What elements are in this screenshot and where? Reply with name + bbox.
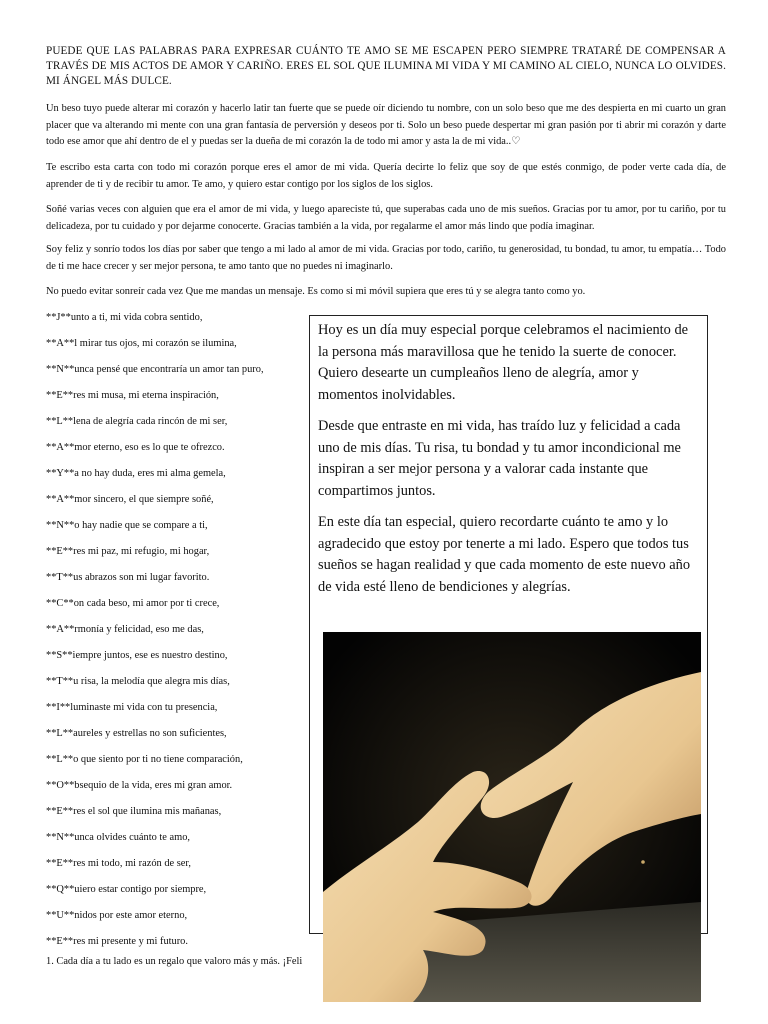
poem-line: **A**rmonía y felicidad, eso me das, <box>46 624 204 635</box>
poem-line: **E**res mi paz, mi refugio, mi hogar, <box>46 546 210 557</box>
poem-line: **L**lena de alegría cada rincón de mi ser, <box>46 416 228 427</box>
poem-line: **C**on cada beso, mi amor por ti crece, <box>46 598 220 609</box>
poem-line: **N**unca olvides cuánto te amo, <box>46 832 190 843</box>
poem-line: **L**aureles y estrellas no son suficientes, <box>46 728 227 739</box>
poem-line: **T**us abrazos son mi lugar favorito. <box>46 572 210 583</box>
heart-hands-photo <box>323 632 701 1002</box>
poem-line: **A**mor sincero, el que siempre soñé, <box>46 494 214 505</box>
poem-line: **N**o hay nadie que se compare a ti, <box>46 520 208 531</box>
poem-line: **E**res el sol que ilumina mis mañanas, <box>46 806 222 817</box>
paragraph-dream: Soñé varias veces con alguien que era el amor de mi vida, y luego apareciste tú, que superabas cada uno de mis sueños. Gracias por tu amor, por tu cariño, por tu delicadeza, por tu cuidado y por dejarme conocerte. Gracias también a la vida, por regalarme el amor más lindo que podía imaginar. <box>46 204 726 232</box>
poem-line: **S**iempre juntos, ese es nuestro destino, <box>46 650 228 661</box>
poem-line: **Y**a no hay duda, eres mi alma gemela, <box>46 468 226 479</box>
card-paragraph: Desde que entraste en mi vida, has traído luz y felicidad a cada uno de mis días. Tu risa, tu bondad y tu amor incondicional me inspiran a ser mejor persona y a valorar cada instante que compartimos juntos. <box>318 418 681 499</box>
poem-line: **A**mor eterno, eso es lo que te ofrezco. <box>46 442 225 453</box>
paragraph-happy: Soy feliz y sonrío todos los días por saber que tengo a mi lado al amor de mi vida. Gracias por todo, cariño, tu generosidad, tu bondad, tu amor, tu empatía… Todo de ti me hace crecer y ser mejor persona, te amo tanto que no puedes ni imaginarlo. <box>46 244 726 272</box>
poem-line: **A**l mirar tus ojos, mi corazón se ilumina, <box>46 338 237 349</box>
paragraph-kiss: Un beso tuyo puede alterar mi corazón y hacerlo latir tan fuerte que se puede oír diciendo tu nombre, con un solo beso que me des despierta en mi cuarto un gran placer que va alterando mi mente con una gran fantasía de perversión y deseos por ti. Solo un beso puede despertar mi gran pasión por ti abrir mi corazón y darte todo ese amor que ahí dentro de el y puedas ser la dueña de mi corazón la de todo mi amor y asta la de mi vida..♡ <box>46 103 726 147</box>
poem-line: **T**u risa, la melodía que alegra mis días, <box>46 676 230 687</box>
poem-line: **J**unto a ti, mi vida cobra sentido, <box>46 312 203 323</box>
acrostic-poem <box>46 310 306 960</box>
heart-hands-illustration <box>323 632 701 1002</box>
card-paragraph: En este día tan especial, quiero recordarte cuánto te amo y lo agradecido que estoy por tenerte a mi lado. Espero que todos tus sueños se hagan realidad y que cada momento de este nuevo año de vida esté lleno de bendiciones y alegrías. <box>318 514 691 595</box>
poem-line: **Q**uiero estar contigo por siempre, <box>46 884 207 895</box>
poem-line: **L**o que siento por ti no tiene comparación, <box>46 754 243 765</box>
poem-line: **E**res mi presente y mi futuro. <box>46 936 188 947</box>
poem-line: **N**unca pensé que encontraría un amor tan puro, <box>46 364 264 375</box>
poem-line: **O**bsequio de la vida, eres mi gran amor. <box>46 780 233 791</box>
poem-line: **I**luminaste mi vida con tu presencia, <box>46 702 218 713</box>
paragraph-letter: Te escribo esta carta con todo mi corazón porque eres el amor de mi vida. Quería decirte lo feliz que soy de que estés conmigo, de poder verte cada día, de aprender de ti y de recibir tu amor. Te amo, y quiero estar contigo por los siglos de los siglos. <box>46 162 726 190</box>
heading-paragraph: PUEDE QUE LAS PALABRAS PARA EXPRESAR CUÁNTO TE AMO SE ME ESCAPEN PERO SIEMPRE TRATARÉ DE COMPENSAR A TRAVÉS DE MIS ACTOS DE AMOR Y CARIÑO. ERES EL SOL QUE ILUMINA MI VIDA Y MI CAMINO AL CIELO, NUNCA LO OLVIDES. MI ÁNGEL MÁS DULCE. <box>46 45 726 87</box>
distant-light <box>641 860 645 864</box>
paragraph-message: No puedo evitar sonreír cada vez Que me mandas un mensaje. Es como si mi móvil supiera que eres tú y se alegra tanto como yo. <box>46 286 586 297</box>
poem-line: **E**res mi todo, mi razón de ser, <box>46 858 192 869</box>
poem-line: **U**nidos por este amor eterno, <box>46 910 188 921</box>
card-paragraph: Hoy es un día muy especial porque celebramos el nacimiento de la persona más maravillosa que he tenido la suerte de conocer. Quiero desearte un cumpleaños lleno de alegría, amor y momentos inolvidables. <box>318 322 689 403</box>
poem-line: **E**res mi musa, mi eterna inspiración, <box>46 390 219 401</box>
footnote-line: 1. Cada día a tu lado es un regalo que valoro más y más. ¡Feli <box>46 956 303 967</box>
